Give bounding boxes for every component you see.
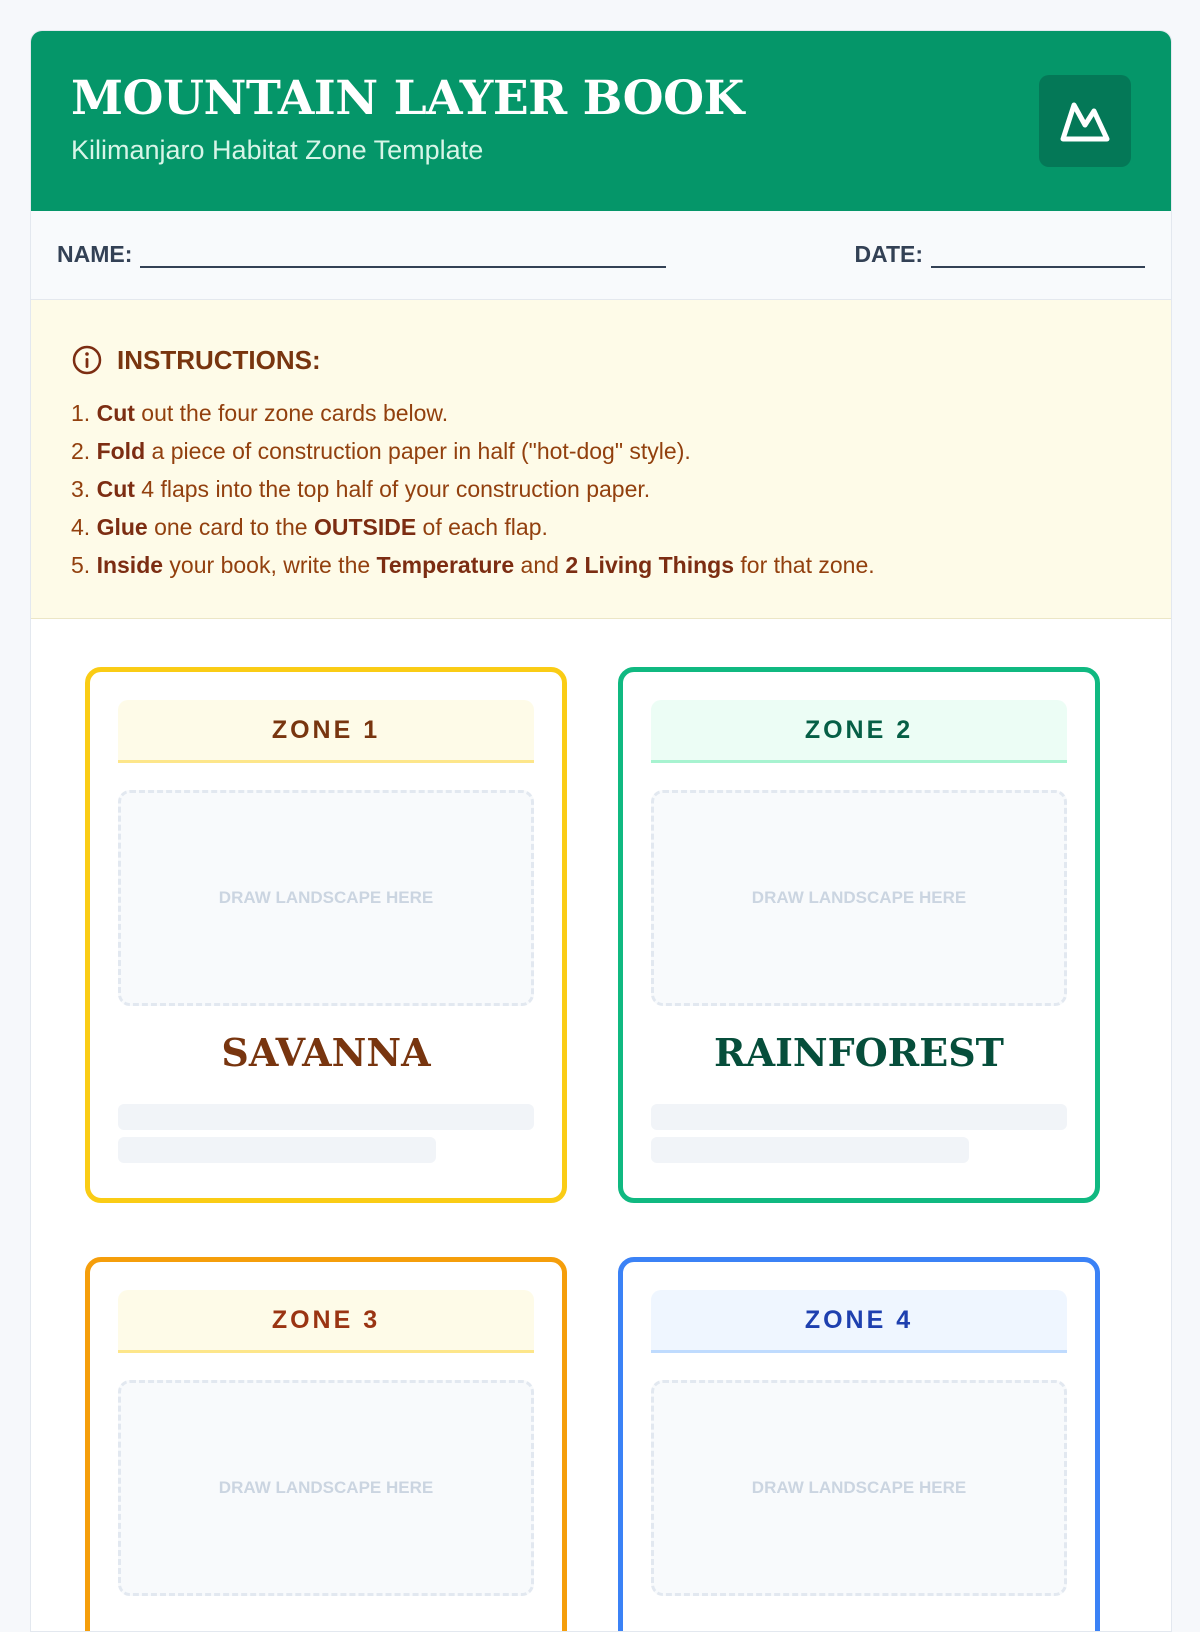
zone-name: RAINFOREST <box>714 1030 1004 1075</box>
step-keyword: Inside <box>96 552 164 578</box>
instructions-heading-text: INSTRUCTIONS: <box>117 344 321 375</box>
step-keyword: 2 Living Things <box>565 552 734 578</box>
writing-line[interactable] <box>651 1104 1067 1130</box>
zone-label: ZONE 2 <box>651 700 1067 763</box>
zone-name: SAVANNA <box>221 1030 431 1075</box>
zone-label: ZONE 3 <box>118 1290 534 1353</box>
mountain-icon <box>1039 75 1131 167</box>
drawing-area[interactable] <box>651 790 1067 1006</box>
info-icon <box>71 344 103 376</box>
step-text: 4 flaps into the top half of your construction paper. <box>134 476 651 502</box>
worksheet <box>30 30 1172 1632</box>
instruction-step <box>71 394 875 432</box>
page-subtitle: Kilimanjaro Habitat Zone Template <box>71 135 484 165</box>
drawing-placeholder: DRAW LANDSCAPE HERE <box>218 888 434 907</box>
step-text: out the four zone cards below. <box>134 400 449 426</box>
step-text: a piece of construction paper in half ("hot-dog" style). <box>145 438 691 464</box>
step-keyword: Temperature <box>376 552 515 578</box>
writing-line[interactable] <box>651 1137 969 1163</box>
writing-line[interactable] <box>118 1104 534 1130</box>
name-date-bar <box>31 211 1171 300</box>
instructions-list <box>71 394 875 584</box>
step-number: 4. <box>71 514 91 540</box>
writing-line[interactable] <box>118 1137 436 1163</box>
step-text: and <box>514 552 566 578</box>
step-text: one card to the <box>147 514 314 540</box>
date-label: DATE: <box>854 241 923 267</box>
date-field[interactable] <box>854 241 1145 268</box>
drawing-area[interactable] <box>118 1380 534 1596</box>
zone-label: ZONE 1 <box>118 700 534 763</box>
zone-card <box>85 1257 567 1632</box>
step-keyword: Fold <box>96 438 146 464</box>
instruction-step <box>71 546 875 584</box>
step-text: for that zone. <box>734 552 875 578</box>
step-number: 5. <box>71 552 91 578</box>
step-text: your book, write the <box>163 552 377 578</box>
date-blank-line[interactable] <box>931 242 1145 268</box>
instructions-heading <box>71 344 321 376</box>
zone-label: ZONE 4 <box>651 1290 1067 1353</box>
zone-card <box>85 667 567 1203</box>
step-keyword: Cut <box>96 400 135 426</box>
name-label: NAME: <box>57 241 133 267</box>
drawing-area[interactable] <box>651 1380 1067 1596</box>
drawing-placeholder: DRAW LANDSCAPE HERE <box>751 1478 967 1497</box>
step-keyword: Cut <box>96 476 135 502</box>
drawing-placeholder: DRAW LANDSCAPE HERE <box>751 888 967 907</box>
step-keyword: Glue <box>96 514 148 540</box>
step-text: of each flap. <box>416 514 548 540</box>
instruction-step <box>71 432 875 470</box>
name-field[interactable] <box>57 241 666 268</box>
instructions-panel <box>31 300 1171 619</box>
step-keyword: OUTSIDE <box>313 514 417 540</box>
drawing-area[interactable] <box>118 790 534 1006</box>
name-blank-line[interactable] <box>140 242 666 268</box>
instruction-step <box>71 470 875 508</box>
step-number: 2. <box>71 438 91 464</box>
page-title: MOUNTAIN LAYER BOOK <box>71 71 744 126</box>
header-banner <box>31 31 1171 211</box>
instruction-step <box>71 508 875 546</box>
step-number: 3. <box>71 476 91 502</box>
zone-card <box>618 667 1100 1203</box>
step-number: 1. <box>71 400 91 426</box>
zone-card <box>618 1257 1100 1632</box>
drawing-placeholder: DRAW LANDSCAPE HERE <box>218 1478 434 1497</box>
